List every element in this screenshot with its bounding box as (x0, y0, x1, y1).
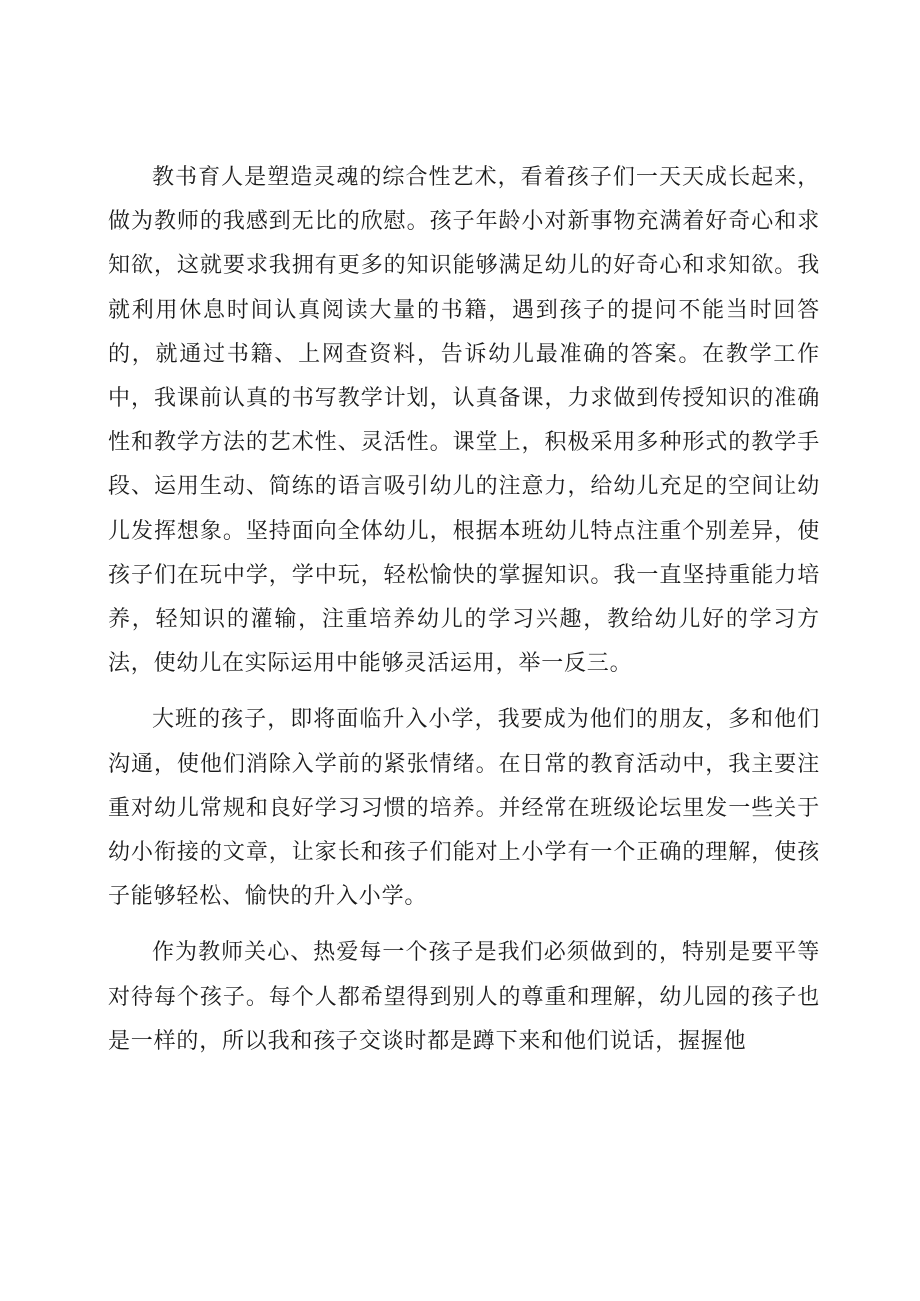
document-body (108, 156, 820, 1064)
paragraph-2: 大班的孩子，即将面临升入小学，我要成为他们的朋友，多和他们沟通，使他们消除入学前的紧张情绪。在日常的教育活动中，我主要注重对幼儿常规和良好学习习惯的培养。并经常在班级论坛里发一些关于幼小衔接的文章，让家长和孩子们能对上小学有一个正确的理解，使孩子能够轻松、愉快的升入小学。 (108, 707, 820, 910)
paragraph-3: 作为教师关心、热爱每一个孩子是我们必须做到的，特别是要平等对待每个孩子。每个人都希望得到别人的尊重和理解，幼儿园的孩子也是一样的，所以我和孩子交谈时都是蹲下来和他们说话，握握他 (108, 940, 820, 1054)
paragraph-1: 教书育人是塑造灵魂的综合性艺术，看着孩子们一天天成长起来，做为教师的我感到无比的欣慰。孩子年龄小对新事物充满着好奇心和求知欲，这就要求我拥有更多的知识能够满足幼儿的好奇心和求知欲。我就利用休息时间认真阅读大量的书籍，遇到孩子的提问不能当时回答的，就通过书籍、上网查资料，告诉幼儿最准确的答案。在教学工作中，我课前认真的书写教学计划，认真备课，力求做到传授知识的准确性和教学方法的艺术性、灵活性。课堂上，积极采用多种形式的教学手段、运用生动、简练的语言吸引幼儿的注意力，给幼儿充足的空间让幼儿发挥想象。坚持面向全体幼儿，根据本班幼儿特点注重个别差异，使孩子们在玩中学，学中玩，轻松愉快的掌握知识。我一直坚持重能力培养，轻知识的灌输，注重培养幼儿的学习兴趣，教给幼儿好的学习方法，使幼儿在实际运用中能够灵活运用，举一反三。 (108, 165, 820, 677)
